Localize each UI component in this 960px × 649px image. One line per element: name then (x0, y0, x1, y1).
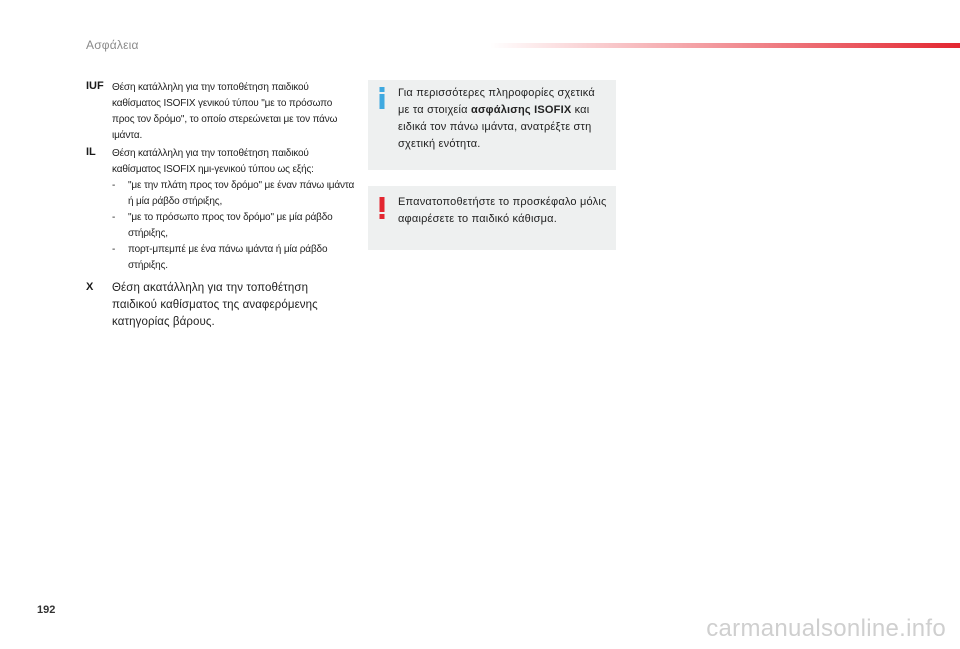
info-text: Για περισσότερες πληροφορίες σχετικά με τα στοιχεία ασφάλισης ISOFIX και ειδικά τον πάνω ιμάντα, ανατρέξτε στη σχετική ενότητα. (398, 87, 595, 150)
header-accent-bar (490, 43, 960, 48)
bullet-list (112, 178, 356, 274)
bullet-dash: - (112, 244, 116, 255)
bullet-dash: - (112, 180, 116, 191)
info-icon (376, 86, 388, 110)
legend-entry-iuf (86, 80, 356, 144)
legend-entry-il (86, 146, 356, 274)
legend-description: Θέση κατάλληλη για την τοποθέτηση παιδικού καθίσματος ISOFIX ημι-γενικού τύπου ως εξής: (112, 148, 314, 175)
bullet-dash: - (112, 212, 116, 223)
legend-column (86, 80, 356, 333)
legend-key: IL (86, 146, 96, 158)
legend-key: X (86, 281, 94, 293)
bullet-text: "με το πρόσωπο προς τον δρόμο" με μία ράβδο στήριξης, (128, 212, 333, 239)
bullet-text: πορτ-μπεμπέ με ένα πάνω ιμάντα ή μία ράβδο στήριξης. (128, 244, 328, 271)
warning-box (368, 186, 616, 250)
bullet-item (112, 242, 356, 274)
legend-key: IUF (86, 80, 104, 92)
warning-text: Επανατοποθετήστε το προσκέφαλο μόλις αφαιρέσετε το παιδικό κάθισμα. (398, 196, 607, 225)
section-title: Ασφάλεια (86, 38, 139, 52)
bullet-item (112, 210, 356, 242)
page-number: 192 (37, 604, 56, 616)
bullet-text: "με την πλάτη προς τον δρόμο" με έναν πάνω ιμάντα ή μία ράβδο στήριξης, (128, 180, 355, 207)
info-bold-term: ασφάλισης ISOFIX (470, 104, 572, 116)
legend-entry-x (86, 280, 356, 331)
legend-description: Θέση ακατάλληλη για την τοποθέτηση παιδικού καθίσματος της αναφερόμενης κατηγορίας βάρους. (112, 282, 318, 328)
bullet-item (112, 178, 356, 210)
watermark: carmanualsonline.info (706, 615, 946, 642)
legend-description: Θέση κατάλληλη για την τοποθέτηση παιδικού καθίσματος ISOFIX γενικού τύπου "με το πρόσωπο προς τον δρόμο", το οποίο στερεώνεται με τον πάνω ιμάντα. (112, 82, 338, 141)
info-box (368, 80, 616, 170)
warning-icon (376, 196, 388, 220)
